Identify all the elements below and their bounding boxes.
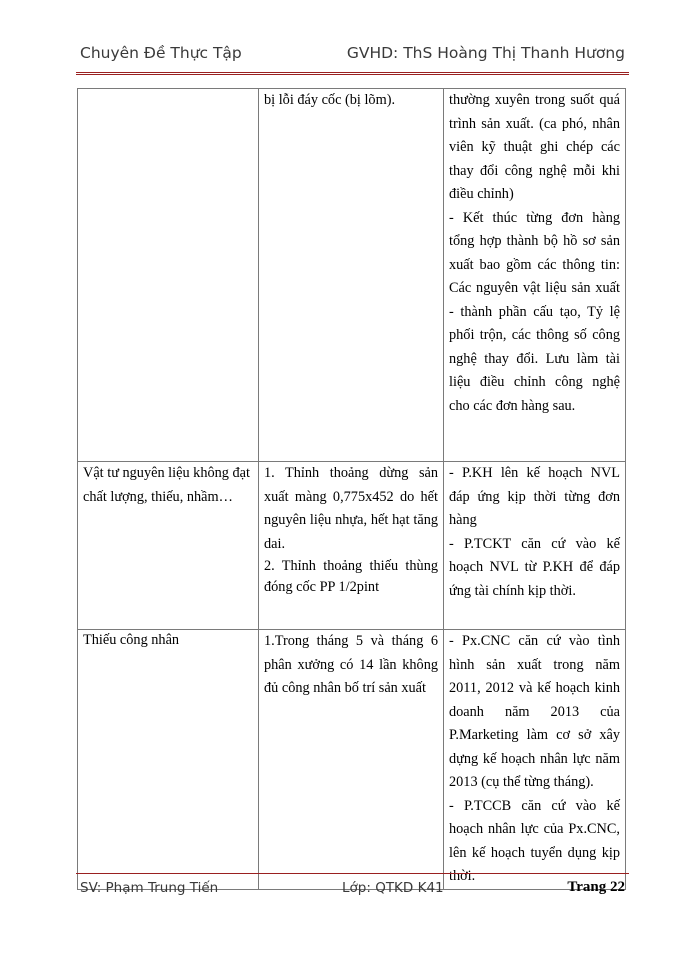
footer-rule: [76, 873, 629, 874]
footer-class: Lớp: QTKD K41: [342, 880, 444, 896]
page-footer: [80, 880, 625, 904]
header-rule: [76, 72, 629, 75]
table-cell-issue: [78, 630, 259, 890]
cell-paragraph: - P.TCKT căn cứ vào kế hoạch NVL từ P.KH để đáp ứng tài chính kịp thời.: [449, 535, 620, 599]
cell-paragraph: bị lỗi đáy cốc (bị lõm).: [264, 92, 396, 108]
page-number: Trang 22: [567, 879, 625, 895]
header-supervisor: GVHD: ThS Hoàng Thị Thanh Hương: [346, 44, 625, 62]
content-table: [77, 88, 626, 890]
table-row: [78, 462, 626, 630]
table-row: [78, 630, 626, 890]
cell-paragraph: thường xuyên trong suốt quá trình sản xuất. (ca phó, nhân viên kỹ thuật ghi chép các thay đổi công nghệ mỗi khi điều chỉnh): [449, 92, 620, 202]
table-cell-detail: [259, 630, 444, 890]
page-header: [80, 44, 625, 70]
table-cell-solution: [444, 89, 626, 462]
cell-paragraph: 1. Thỉnh thoảng dừng sản xuất màng 0,775x452 do hết nguyên liệu nhựa, hết hạt tăng dai.: [264, 465, 438, 552]
table-cell-detail: [259, 462, 444, 630]
header-title: Chuyên Đề Thực Tập: [80, 44, 242, 62]
table-cell-solution: [444, 630, 626, 890]
cell-paragraph: - Kết thúc từng đơn hàng tổng hợp thành bộ hồ sơ sản xuất bao gồm các thông tin: Các nguyên vật liệu sản xuất - thành phần cấu tạo, Tỷ lệ phối trộn, các thông số công nghệ thay đổi. Lưu làm tài liệu điều chỉnh công nghệ cho các đơn hàng sau.: [449, 209, 620, 414]
cell-paragraph: - P.KH lên kế hoạch NVL đáp ứng kịp thời từng đơn hàng: [449, 465, 620, 528]
table-cell-detail: [259, 89, 444, 462]
cell-paragraph: - Px.CNC căn cứ vào tình hình sản xuất trong năm 2011, 2012 và kế hoạch kinh doanh năm 2013 của P.Marketing làm cơ sở xây dựng kế hoạch nhân lực năm 2013 (cụ thể từng tháng).: [449, 633, 620, 790]
table-cell-issue: [78, 462, 259, 630]
cell-paragraph: 1.Trong tháng 5 và tháng 6 phân xưởng có 14 lần không đủ công nhân bố trí sản xuất: [264, 633, 438, 696]
table-cell-solution: [444, 462, 626, 630]
cell-paragraph: Vật tư nguyên liệu không đạt chất lượng, thiếu, nhầm…: [83, 465, 250, 505]
table-row: [78, 89, 626, 462]
cell-paragraph: 2. Thỉnh thoảng thiếu thùng đóng cốc PP 1/2pint: [264, 558, 438, 595]
cell-paragraph: - P.TCCB căn cứ vào kế hoạch nhân lực của Px.CNC, lên kế hoạch tuyển dụng kịp thời.: [449, 797, 620, 884]
table-cell-issue: [78, 89, 259, 462]
footer-student: SV: Phạm Trung Tiến: [80, 880, 219, 896]
cell-paragraph: Thiếu công nhân: [83, 632, 180, 648]
